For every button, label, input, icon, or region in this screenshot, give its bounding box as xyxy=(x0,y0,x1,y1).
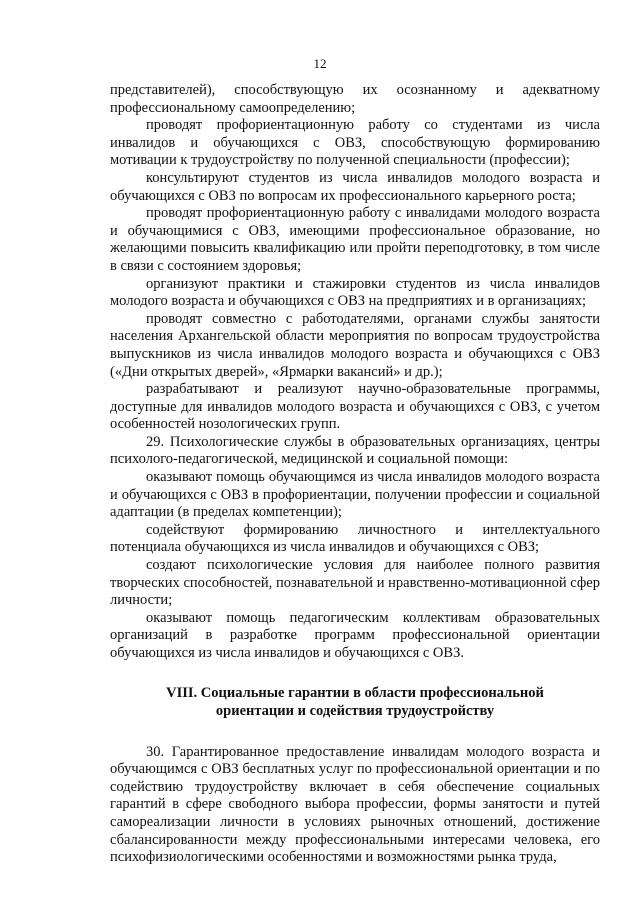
section-heading-line-2: ориентации и содействия трудоустройству xyxy=(215,702,495,719)
paragraph: консультируют студентов из числа инвалидов молодого возраста и обучающихся с ОВЗ по вопросам их профессионального карьерного роста; xyxy=(110,169,600,204)
paragraph: проводят профориентационную работу со студентами из числа инвалидов и обучающихся с ОВЗ, способствующую формированию мотивации к трудоустройству по полученной специальности (профессии); xyxy=(110,117,600,169)
paragraph: 29. Психологические службы в образовательных организациях, центры психолого-педагогической, медицинской и социальной помощи: xyxy=(110,433,600,468)
document-body xyxy=(110,82,600,867)
paragraph: создают психологические условия для наиболее полного развития творческих способностей, познавательной и нравственно-мотивационной сфер личности; xyxy=(110,557,600,609)
paragraph: оказывают помощь педагогическим коллективам образовательных организаций в разработке программ профессиональной ориентации обучающихся из числа инвалидов и обучающихся с ОВЗ. xyxy=(110,609,600,661)
section-heading-line-1: VIII. Социальные гарантии в области профессиональной xyxy=(166,684,544,701)
paragraph: представителей), способствующую их осознанному и адекватному профессиональному самоопределению; xyxy=(110,82,600,116)
paragraph: оказывают помощь обучающимся из числа инвалидов молодого возраста и обучающихся с ОВЗ в профориентации, получении профессии и социальной адаптации (в пределах компетенции); xyxy=(110,469,600,521)
page-number: 12 xyxy=(313,56,327,71)
paragraph: 30. Гарантированное предоставление инвалидам молодого возраста и обучающимся с ОВЗ бесплатных услуг по профессиональной ориентации и по содействию трудоустройству включает в себя обеспечение социальных гарантий в сфере свободного выбора профессии, формы занятости и путей самореализации личности в условиях рыночных отношений, достижение сбалансированности между профессиональными интересами человека, его психофизиологическими особенностями и возможностями рынка труда, xyxy=(110,743,600,866)
paragraph: содействуют формированию личностного и интеллектуального потенциала обучающихся из числа инвалидов и обучающихся с ОВЗ; xyxy=(110,521,600,556)
paragraph: проводят профориентационную работу с инвалидами молодого возраста и обучающимися с ОВЗ, имеющими профессиональное образование, но желающими повысить квалификацию или пройти переподготовку, в том числе в связи с состоянием здоровья; xyxy=(110,205,600,274)
paragraph-group-bottom xyxy=(110,744,600,867)
paragraph: разрабатывают и реализуют научно-образовательные программы, доступные для инвалидов молодого возраста и обучающихся с ОВЗ, с учетом особенностей нозологических групп. xyxy=(110,381,600,433)
paragraph-group-top xyxy=(110,82,600,663)
section-heading xyxy=(110,684,600,720)
paragraph: организуют практики и стажировки студентов из числа инвалидов молодого возраста и обучающихся с ОВЗ на предприятиях и в организациях; xyxy=(110,275,600,310)
paragraph: проводят совместно с работодателями, органами службы занятости населения Архангельской области мероприятия по вопросам трудоустройства выпускников из числа инвалидов молодого возраста и обучающихся с ОВЗ («Дни открытых дверей», «Ярмарки вакансий» и др.); xyxy=(110,310,600,380)
